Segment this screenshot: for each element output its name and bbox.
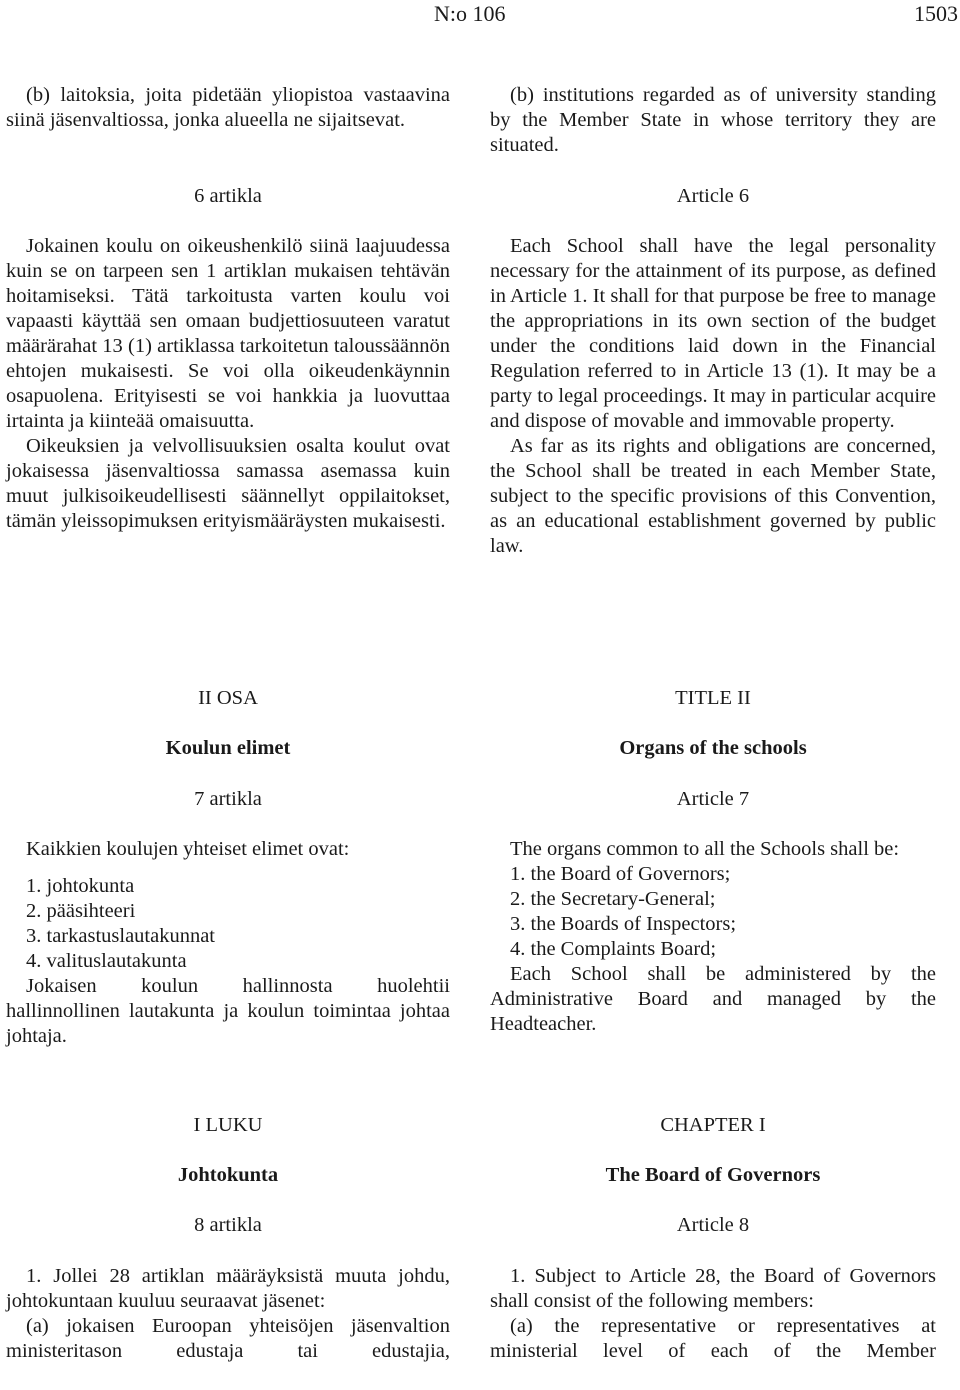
fi-art6-p1: Jokainen koulu on oikeushenkilö siinä laajuudessa kuin se on tarpeen sen 1 artiklan mukaisen tehtävän hoitamiseksi. Tätä tarkoitusta varten koulu voi vapaasti käyttää sen omaan budjettiosuuteen varatut määrärahat 13 (1) artiklassa tarkoitetun taloussäännön ehtojen mukaisesti. Se voi olla oikeudenkäynnin osapuolena. Erityisesti se voi hankkia ja luovuttaa irtainta ja kiinteää omaisuutta. (6, 235, 450, 432)
fi-art8-heading: 8 artikla (194, 1214, 262, 1236)
list-item: 1. johtokunta (26, 875, 135, 897)
en-article7-body (490, 837, 936, 1037)
page-header (0, 0, 960, 30)
en-art8-a: (a) the representative or representatives at ministerial level of each of the Member (490, 1315, 936, 1362)
fi-article5-b (6, 83, 450, 133)
en-art7-p2: Each School shall be administered by the Administrative Board and managed by the Headteacher. (490, 963, 936, 1035)
fi-art6-p2: Oikeuksien ja velvollisuuksien osalta koulut ovat jokaisessa jäsenvaltiossa samassa asemassa kuin muut julkisoikeudellisesti säännellyt oppilaitokset, tämän yleissopimuksen erityismääräysten mukaisesti. (6, 435, 450, 532)
fi-chapter1-name-block (6, 1163, 450, 1188)
list-item: 1. the Board of Governors; (510, 863, 731, 885)
en-article6-heading-block (490, 184, 936, 209)
list-item: 3. tarkastuslautakunnat (26, 925, 216, 947)
en-article5-b (490, 83, 936, 158)
en-art6-p2: As far as its rights and obligations are concerned, the School shall be treated in each Member State, subject to the specific provisions of this Convention, as an educational establishment governed by public law. (490, 435, 936, 557)
fi-spacer (6, 862, 450, 874)
en-title2-name-block (490, 736, 936, 761)
en-chapter1: CHAPTER I (660, 1114, 766, 1136)
fi-article8-heading-block (6, 1213, 450, 1238)
en-article8-body (490, 1264, 936, 1364)
fi-chapter1: I LUKU (193, 1114, 263, 1136)
en-art6-heading: Article 6 (676, 185, 750, 207)
list-item: 2. pääsihteeri (26, 900, 136, 922)
fi-article7-heading-block (6, 787, 450, 812)
en-title2-name: Organs of the schools (619, 737, 807, 759)
en-art7-heading: Article 7 (676, 788, 750, 810)
en-article6-body (490, 234, 936, 559)
fi-title2: II OSA (198, 687, 258, 709)
en-art5-b-text: (b) institutions regarded as of university standing by the Member State in whose territory they are situated. (490, 84, 936, 156)
en-art6-p1: Each School shall have the legal personality necessary for the attainment of its purpose, as defined in Article 1. It shall for that purpose be free to manage the appropriations in its own section of the budget under the conditions laid down in the Financial Regulation referred to in Article 13 (1). It may be a party to legal proceedings. It may in particular acquire and dispose of movable and immovable property. (490, 235, 936, 432)
list-item: 3. the Boards of Inspectors; (510, 913, 737, 935)
fi-chapter1-name: Johtokunta (177, 1164, 279, 1186)
fi-art7-heading: 7 artikla (194, 788, 262, 810)
fi-art5-b-text: (b) laitoksia, joita pidetään yliopistoa vastaavina siinä jäsenvaltiossa, jonka alueella ne sijaitsevat. (6, 84, 450, 131)
en-chapter1-name-block (490, 1163, 936, 1188)
en-article7-heading-block (490, 787, 936, 812)
fi-art6-heading: 6 artikla (194, 185, 262, 207)
fi-art8-a: (a) jokaisen Euroopan yhteisöjen jäsenvaltion ministeritason edustaja tai edustajia, (6, 1315, 450, 1362)
fi-art8-p1: 1. Jollei 28 artiklan määräyksistä muuta johdu, johtokuntaan kuuluu seuraavat jäsenet: (6, 1265, 450, 1312)
en-chapter1-name: The Board of Governors (605, 1164, 821, 1186)
fi-article6-heading-block (6, 184, 450, 209)
fi-article6-body (6, 234, 450, 534)
fi-title2-name: Koulun elimet (165, 737, 291, 759)
fi-article7-body (6, 837, 450, 1049)
en-art8-heading: Article 8 (676, 1214, 750, 1236)
fi-art7-p2: Jokaisen koulun hallinnosta huolehtii hallinnollinen lautakunta ja koulun toimintaa johtaa johtaja. (6, 975, 450, 1047)
page-number: 1503 (914, 1, 958, 26)
list-item: 4. the Complaints Board; (510, 938, 717, 960)
en-title2: TITLE II (675, 687, 751, 709)
en-title2-block (490, 686, 936, 711)
fi-chapter1-block (6, 1113, 450, 1138)
fi-title2-name-block (6, 736, 450, 761)
fi-title2-block (6, 686, 450, 711)
en-chapter1-block (490, 1113, 936, 1138)
list-item: 4. valituslautakunta (26, 950, 187, 972)
en-art7-intro: The organs common to all the Schools shall be: (510, 838, 900, 860)
fi-art7-intro: Kaikkien koulujen yhteiset elimet ovat: (26, 838, 350, 860)
en-art8-p1: 1. Subject to Article 28, the Board of Governors shall consist of the following members: (490, 1265, 936, 1312)
en-article8-heading-block (490, 1213, 936, 1238)
document-number: N:o 106 (434, 1, 506, 26)
fi-article8-body (6, 1264, 450, 1364)
list-item: 2. the Secretary-General; (510, 888, 716, 910)
